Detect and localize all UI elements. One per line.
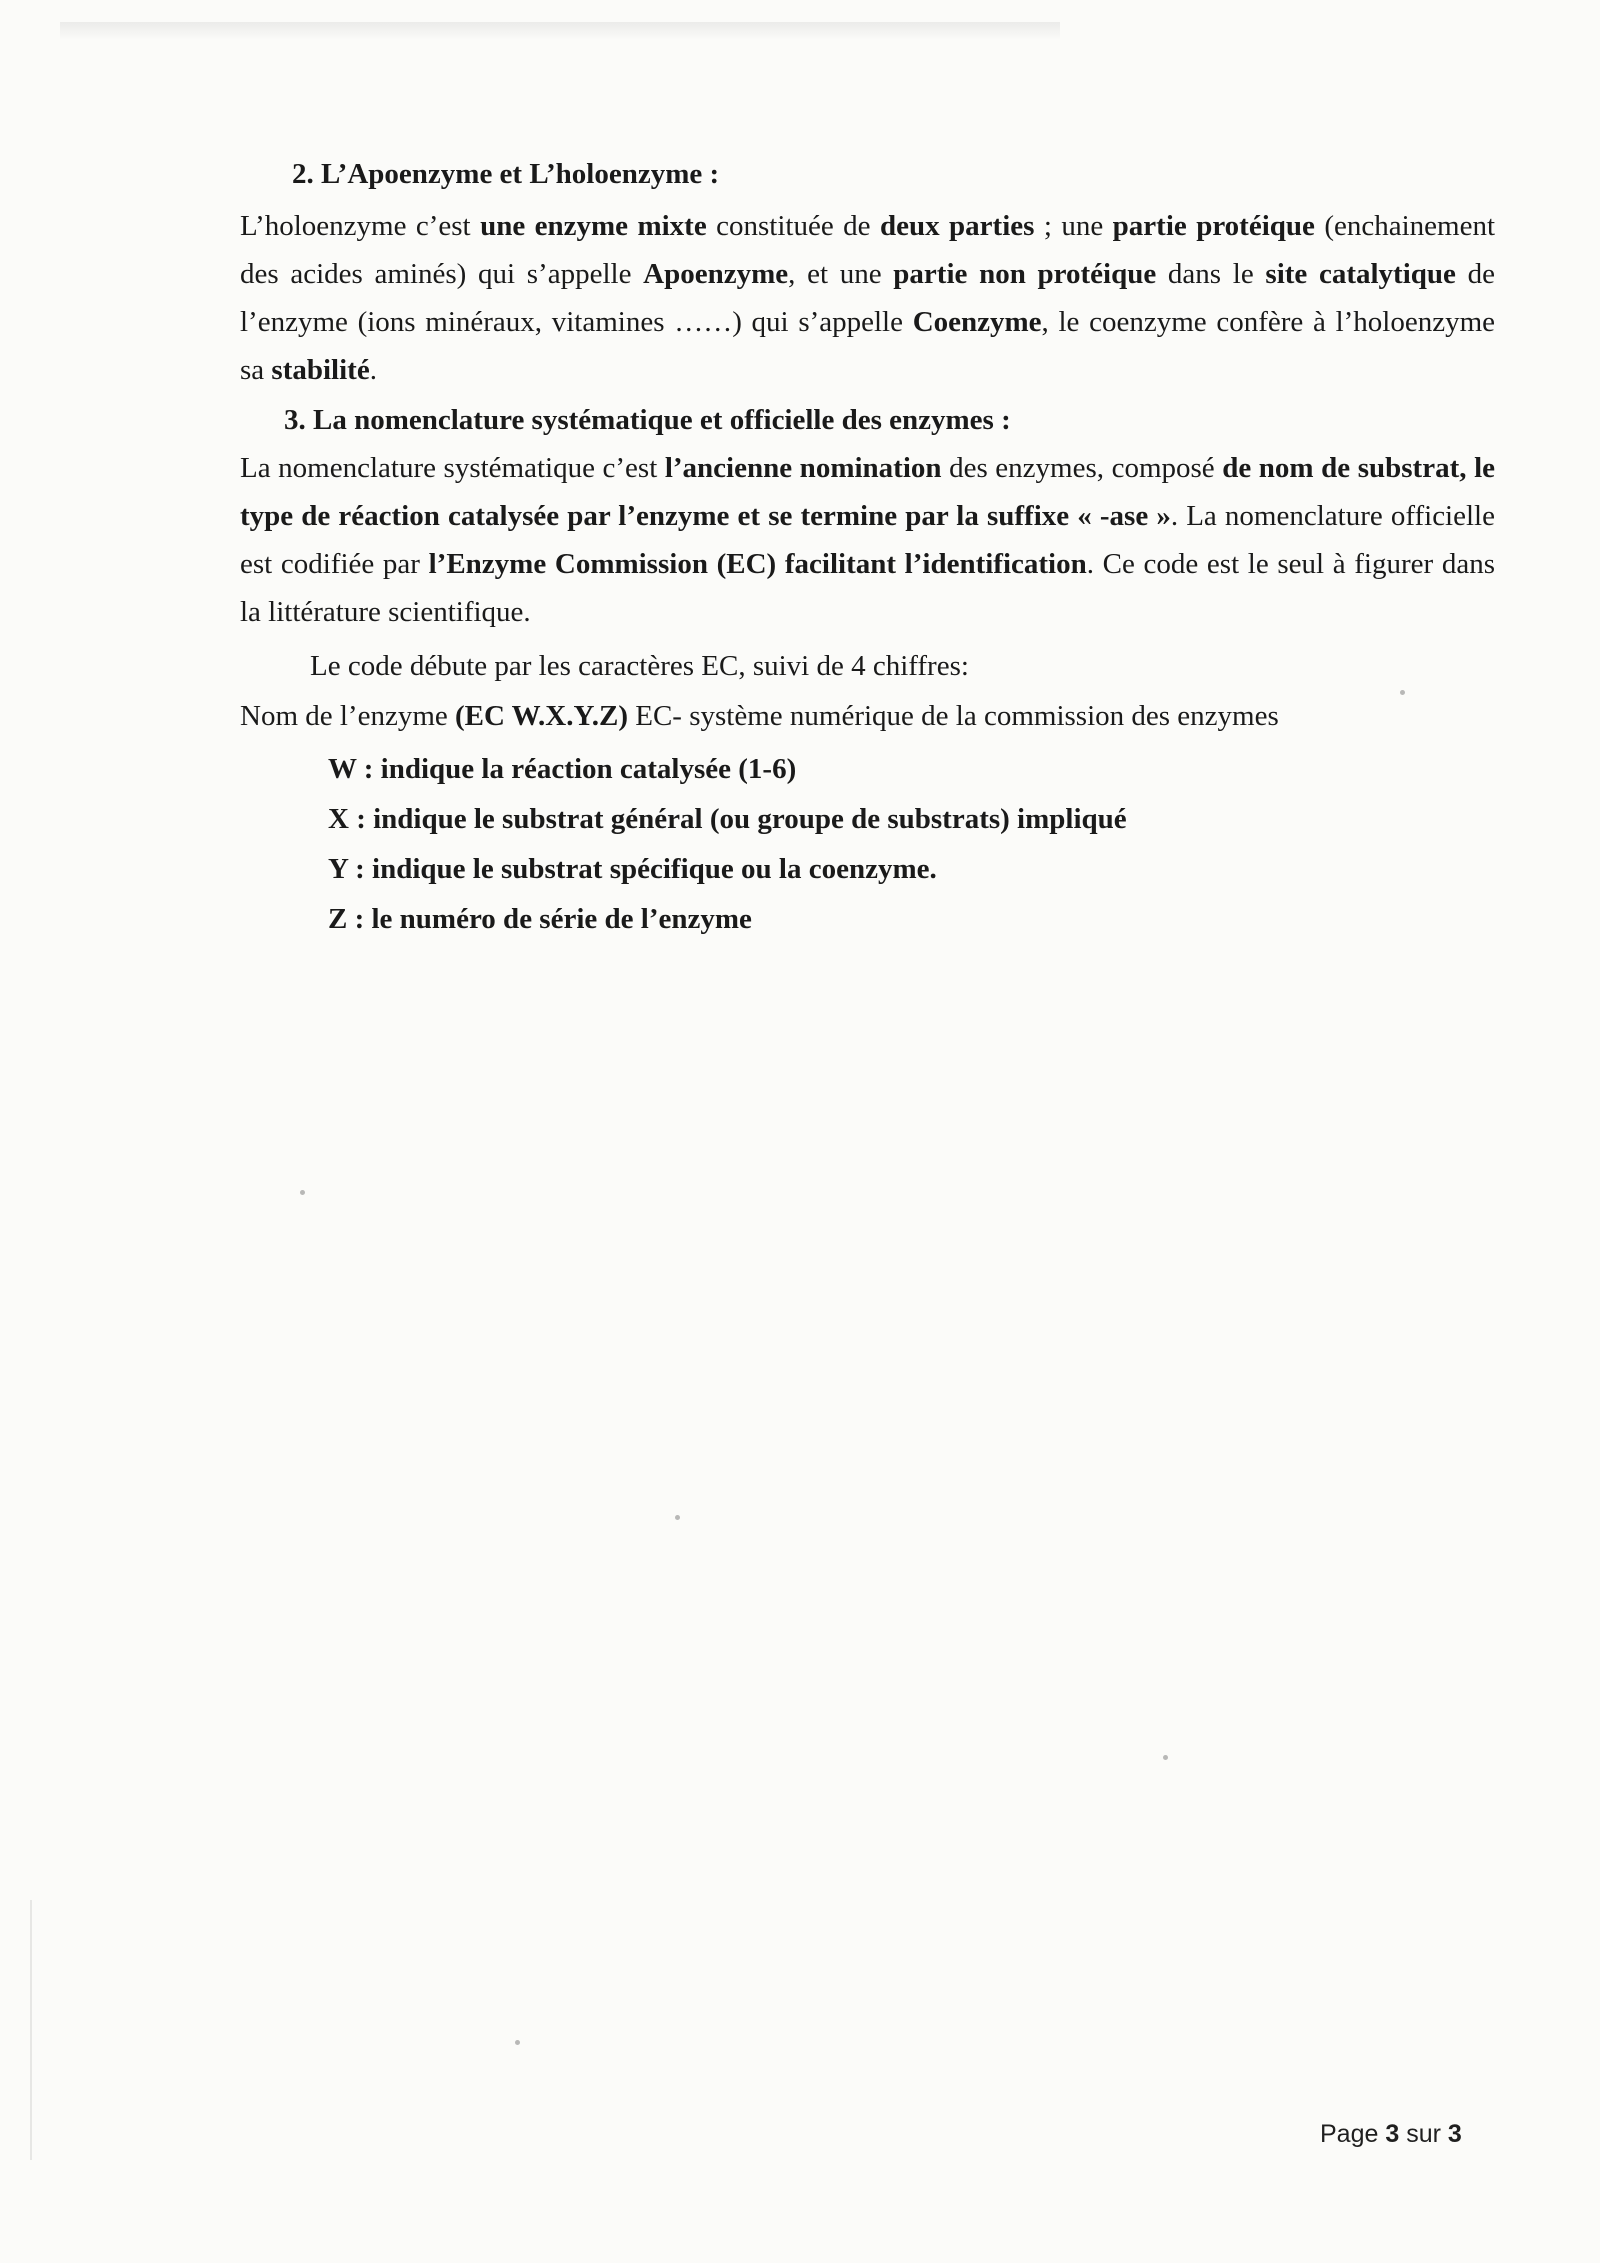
scan-speck	[300, 1190, 305, 1195]
text-run: , le coenzyme confère à l’holoenzyme sa	[240, 306, 1496, 386]
bold-text-run: deux parties	[879, 210, 1035, 242]
bold-text-run: stabilité	[271, 354, 370, 386]
bold-text-run: une enzyme mixte	[480, 210, 707, 242]
bold-text-run: partie protéique	[1112, 210, 1315, 242]
code-digit-list	[328, 744, 1500, 944]
text-run: L’holoenzyme c’est	[240, 210, 481, 242]
enzyme-name-format	[240, 692, 1495, 740]
scan-shadow	[60, 22, 1060, 40]
bold-text-run: l’Enzyme Commission (EC) facilitant l’identification	[428, 548, 1087, 580]
text-run: .	[369, 354, 377, 386]
text-run: constituée de	[706, 210, 880, 242]
scan-speck	[1163, 1755, 1168, 1760]
code-digit-z: Z : le numéro de série de l’enzyme	[328, 903, 752, 935]
text-run: La nomenclature systématique c’est	[240, 452, 665, 484]
scan-edge	[30, 1900, 32, 2160]
text-run: des enzymes, composé	[941, 452, 1223, 484]
text-run: . Ce code est le seul à figurer dans la littérature scientifique.	[240, 548, 1495, 628]
bold-text-run: de nom de substrat, le type de réaction catalysée par l’enzyme et se termine par la suffixe « -ase »	[240, 452, 1495, 532]
text-run: EC- système numérique de la commission des enzymes	[628, 700, 1279, 732]
bold-text-run: Apoenzyme	[643, 258, 789, 290]
page-current: 3	[1385, 2120, 1400, 2148]
text-run: , et une	[788, 258, 894, 290]
section-3-paragraph	[240, 444, 1495, 636]
bold-text-run: Coenzyme	[912, 306, 1042, 338]
text-run: dans le	[1156, 258, 1266, 290]
section-2-heading: 2. L’Apoenzyme et L’holoenzyme :	[292, 158, 720, 190]
text-run: . La nomenclature officielle est codifiée par	[240, 500, 1495, 580]
bold-text-run: l’ancienne nomination	[664, 452, 942, 484]
page-prefix: Page	[1320, 2120, 1386, 2148]
code-intro: Le code débute par les caractères EC, suivi de 4 chiffres:	[310, 650, 969, 682]
text-run: de l’enzyme (ions minéraux, vitamines ……) qui s’appelle	[240, 258, 1495, 338]
scan-speck	[675, 1515, 680, 1520]
page-number	[1320, 2120, 1462, 2149]
bold-text-run: site catalytique	[1265, 258, 1456, 290]
page-total: 3	[1447, 2120, 1462, 2148]
code-digit-y: Y : indique le substrat spécifique ou la coenzyme.	[328, 853, 937, 885]
page-middle: sur	[1399, 2120, 1448, 2148]
bold-text-run: partie non protéique	[893, 258, 1157, 290]
code-digit-x: X : indique le substrat général (ou groupe de substrats) impliqué	[328, 803, 1127, 835]
text-run: ; une	[1034, 210, 1113, 242]
document-body	[240, 150, 1500, 944]
section-3-heading: 3. La nomenclature systématique et officielle des enzymes :	[284, 404, 1011, 436]
bold-text-run: (EC W.X.Y.Z)	[455, 700, 628, 732]
code-digit-w: W : indique la réaction catalysée (1-6)	[328, 753, 797, 785]
scan-speck	[515, 2040, 520, 2045]
text-run: (enchainement des acides aminés) qui s’appelle	[240, 210, 1496, 290]
text-run: Nom de l’enzyme	[240, 700, 456, 732]
section-2-paragraph	[240, 202, 1495, 394]
